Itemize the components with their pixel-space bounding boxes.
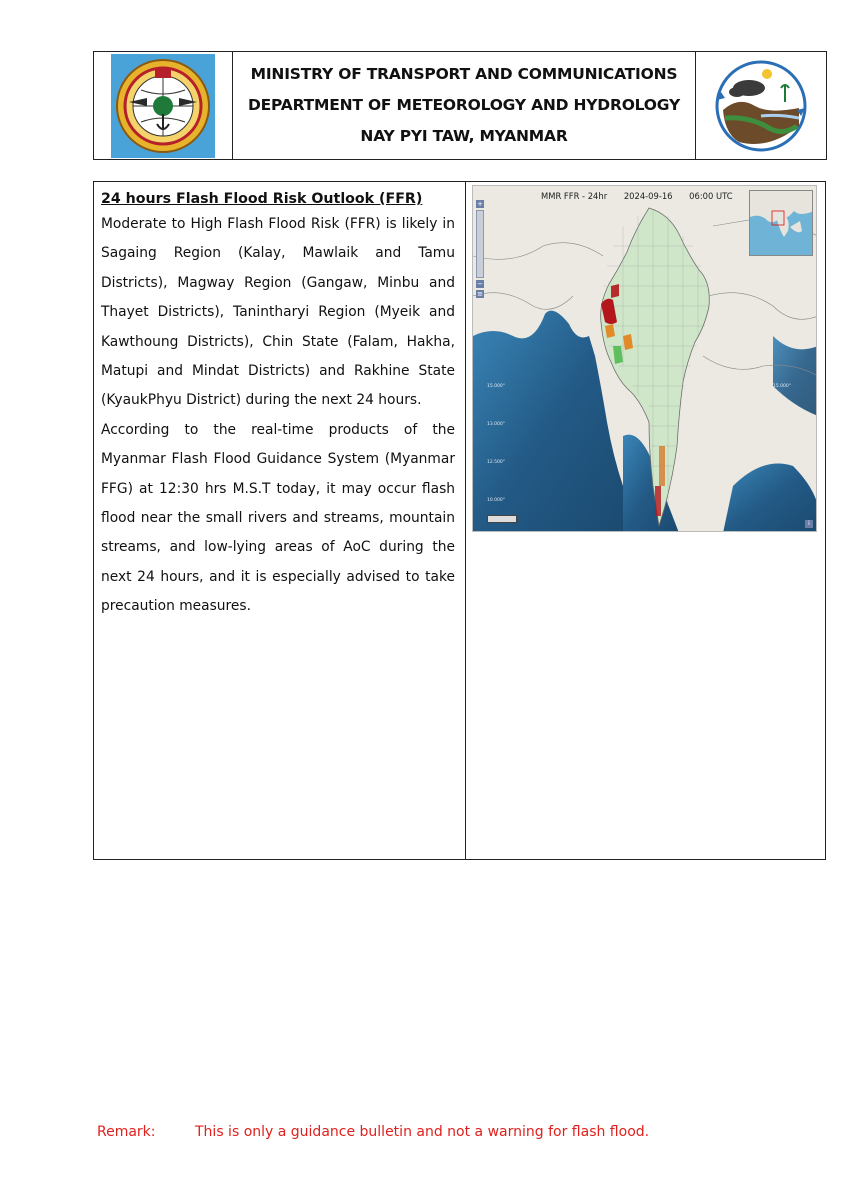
outlook-heading: 24 hours Flash Flood Risk Outlook (FFR) — [101, 191, 423, 207]
remark-label: Remark: — [97, 1124, 156, 1140]
lat-tick: 15.000° — [487, 384, 505, 389]
ffr-map[interactable] — [472, 185, 817, 532]
map-date-label: 2024-09-16 — [623, 191, 673, 201]
lat-tick: 13.000° — [487, 422, 505, 427]
zoom-slider[interactable] — [476, 210, 484, 278]
logo-cell-right — [696, 52, 826, 159]
outlook-paragraph-2: According to the real-time products of the Myanmar Flash Flood Guidance System (Myanmar FFG) at 12:30 hrs M.S.T today, it may occur flash flood near the small rivers and streams, mountain streams, and low-lying areas of AoC during the next 24 hours, and it is especially advised to take precaution measures. — [101, 421, 455, 615]
outlook-table — [93, 181, 826, 860]
map-product-label: MMR FFR - 24hr — [541, 191, 608, 201]
remark — [97, 1124, 649, 1140]
logo-cell — [94, 52, 233, 159]
map-time-label: 06:00 UTC — [689, 191, 733, 201]
inset-basemap — [750, 191, 813, 256]
remark-text: This is only a guidance bulletin and not a warning for flash flood. — [195, 1124, 650, 1140]
ministry-emblem-icon — [111, 54, 215, 158]
zoom-in-icon[interactable]: + — [477, 200, 483, 208]
zoom-out-icon[interactable]: − — [477, 280, 483, 288]
map-cell — [466, 182, 825, 859]
layers-icon[interactable]: ≡ — [477, 290, 483, 298]
hydrological-cycle-emblem-icon — [709, 56, 813, 156]
letterhead-title — [233, 52, 696, 159]
map-caption — [541, 191, 747, 201]
letterhead — [93, 51, 827, 160]
lat-tick: 12.500° — [487, 460, 505, 465]
outlook-paragraph-1: Moderate to High Flash Flood Risk (FFR) is likely in Sagaing Region (Kalay, Mawlaik and Tamu Districts), Magway Region (Gangaw, Minbu and Thayet Districts), Tanintharyi Region (Myeik and Kawthoung Districts), Chin State (Falam, Hakha, Matupi and Mindat Districts) and Rakhine State (KyaukPhyu District) during the next 24 hours. — [101, 216, 455, 409]
lat-tick: 10.000° — [487, 498, 505, 503]
location-name: NAY PYI TAW, MYANMAR — [360, 127, 568, 145]
map-zoom-control — [476, 200, 484, 298]
info-icon[interactable]: i — [805, 520, 813, 528]
map-scale-bar — [487, 515, 517, 523]
overview-inset-map[interactable] — [749, 190, 813, 256]
outlook-text-cell — [94, 182, 466, 859]
ministry-name: MINISTRY OF TRANSPORT AND COMMUNICATIONS — [250, 65, 678, 83]
lat-tick: 15.000° — [773, 384, 791, 389]
department-name: DEPARTMENT OF METEOROLOGY AND HYDROLOGY — [248, 96, 680, 114]
